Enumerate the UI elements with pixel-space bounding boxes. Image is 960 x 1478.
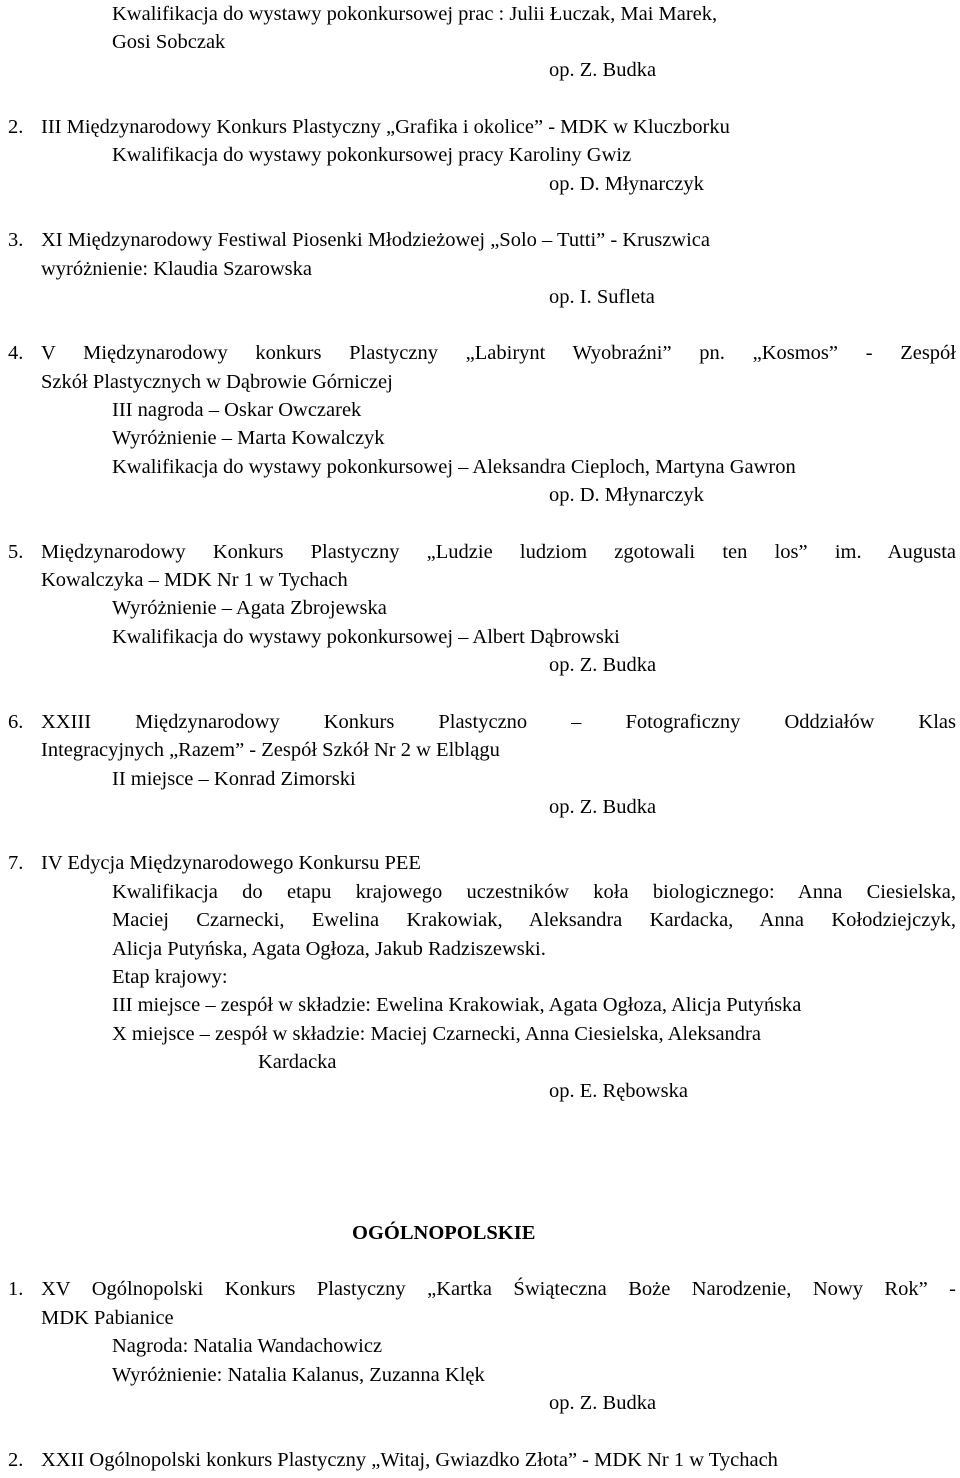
teacher-signature: op. Z. Budka [549, 59, 657, 81]
teacher-signature: op. D. Młynarczyk [549, 484, 704, 506]
item-detail: Wyróżnienie – Agata Zbrojewska [112, 597, 387, 619]
teacher-signature: op. Z. Budka [549, 1392, 657, 1414]
item-title: Międzynarodowy Konkurs Plastyczny „Ludzie ludziom zgotowali ten los” im. Augusta [41, 541, 956, 563]
item-title: XXII Ogólnopolski konkurs Plastyczny „Witaj, Gwiazdko Złota” - MDK Nr 1 w Tychach [41, 1449, 778, 1471]
teacher-signature: op. Z. Budka [549, 654, 657, 676]
item-title: V Międzynarodowy konkurs Plastyczny „Labirynt Wyobraźni” pn. „Kosmos” - Zespół [41, 342, 956, 364]
teacher-signature: op. E. Rębowska [549, 1080, 688, 1102]
item-detail: Wyróżnienie: Natalia Kalanus, Zuzanna Klęk [112, 1364, 485, 1386]
item-title: III Międzynarodowy Konkurs Plastyczny „Grafika i okolice” - MDK w Kluczborku [41, 116, 730, 138]
item-number: 1. [8, 1278, 24, 1300]
item-number: 2. [8, 1449, 24, 1471]
item-detail: Kardacka [258, 1051, 337, 1073]
item-detail: Wyróżnienie – Marta Kowalczyk [112, 427, 385, 449]
item-title: XV Ogólnopolski Konkurs Plastyczny „Kartka Świąteczna Boże Narodzenie, Nowy Rok” - [41, 1278, 956, 1300]
item-detail: II miejsce – Konrad Zimorski [112, 768, 356, 790]
item-detail: Alicja Putyńska, Agata Ogłoza, Jakub Radziszewski. [112, 938, 546, 960]
carryover-line: Gosi Sobczak [112, 31, 226, 53]
item-number: 4. [8, 342, 24, 364]
item-title-continued: MDK Pabianice [41, 1307, 174, 1329]
item-title-continued: Szkół Plastycznych w Dąbrowie Górniczej [41, 371, 393, 393]
teacher-signature: op. D. Młynarczyk [549, 173, 704, 195]
item-detail: Nagroda: Natalia Wandachowicz [112, 1335, 383, 1357]
item-detail: Etap krajowy: [112, 966, 228, 988]
item-title: XI Międzynarodowy Festiwal Piosenki Młodzieżowej „Solo – Tutti” - Kruszwica [41, 229, 711, 251]
section-heading: OGÓLNOPOLSKIE [352, 1222, 536, 1244]
item-detail: Kwalifikacja do wystawy pokonkursowej pracy Karoliny Gwiz [112, 144, 632, 166]
item-detail: III miejsce – zespół w składzie: Ewelina Krakowiak, Agata Ogłoza, Alicja Putyńska [112, 994, 802, 1016]
item-detail: III nagroda – Oskar Owczarek [112, 399, 362, 421]
carryover-line: Kwalifikacja do wystawy pokonkursowej prac : Julii Łuczak, Mai Marek, [112, 3, 718, 25]
teacher-signature: op. Z. Budka [549, 796, 657, 818]
item-title-continued: Kowalczyka – MDK Nr 1 w Tychach [41, 569, 348, 591]
item-detail: wyróżnienie: Klaudia Szarowska [41, 258, 312, 280]
item-detail: Kwalifikacja do etapu krajowego uczestników koła biologicznego: Anna Ciesielska, [112, 881, 956, 903]
item-title-continued: Integracyjnych „Razem” - Zespół Szkół Nr 2 w Elblągu [41, 739, 500, 761]
item-number: 3. [8, 229, 24, 251]
item-number: 5. [8, 541, 24, 563]
item-detail: Kwalifikacja do wystawy pokonkursowej – Aleksandra Cieploch, Martyna Gawron [112, 456, 796, 478]
item-detail: Maciej Czarnecki, Ewelina Krakowiak, Aleksandra Kardacka, Anna Kołodziejczyk, [112, 909, 956, 931]
item-number: 2. [8, 116, 24, 138]
item-detail: Kwalifikacja do wystawy pokonkursowej – Albert Dąbrowski [112, 626, 620, 648]
item-title: XXIII Międzynarodowy Konkurs Plastyczno – Fotograficzny Oddziałów Klas [41, 711, 956, 733]
teacher-signature: op. I. Sufleta [549, 286, 655, 308]
item-number: 7. [8, 852, 24, 874]
item-number: 6. [8, 711, 24, 733]
item-detail: X miejsce – zespół w składzie: Maciej Czarnecki, Anna Ciesielska, Aleksandra [112, 1023, 761, 1045]
item-title: IV Edycja Międzynarodowego Konkursu PEE [41, 852, 421, 874]
